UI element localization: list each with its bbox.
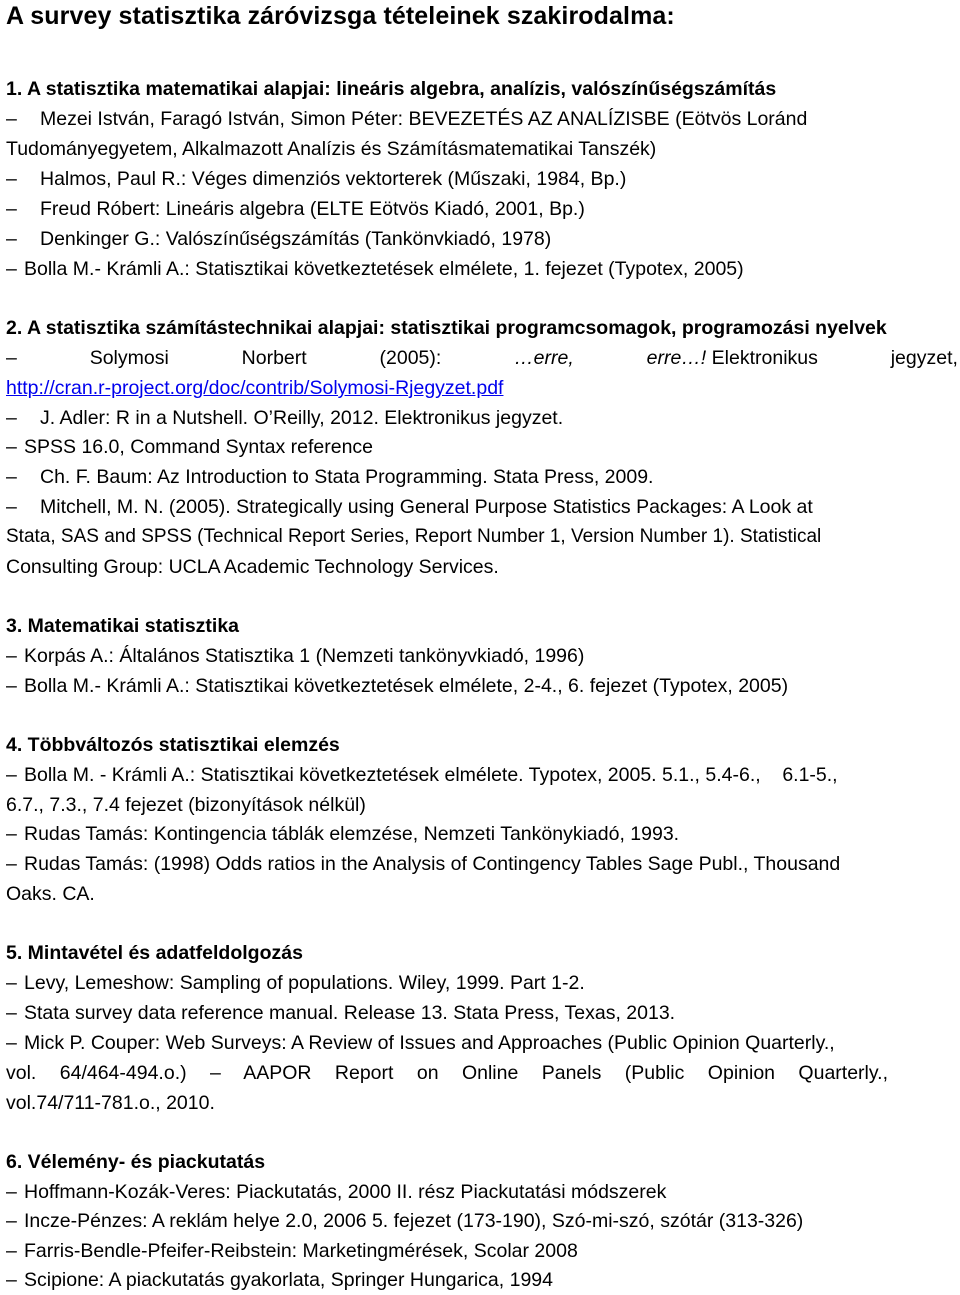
reference-line: – Freud Róbert: Lineáris algebra (ELTE Eötvös Kiadó, 2001, Bp.) bbox=[6, 198, 585, 220]
section-1-heading: 1. A statisztika matematikai alapjai: lineáris algebra, analízis, valószínűségszámítás bbox=[6, 78, 777, 100]
reference-line: – Denkinger G.: Valószínűségszámítás (Tankönvkiadó, 1978) bbox=[6, 228, 552, 250]
reference-line: – Halmos, Paul R.: Véges dimenziós vektorterek (Műszaki, 1984, Bp.) bbox=[6, 168, 627, 190]
reference-line: – Bolla M.- Krámli A.: Statisztikai következtetések elmélete, 1. fejezet (Typotex, 2005) bbox=[6, 258, 744, 280]
pdf-link[interactable]: http://cran.r-project.org/doc/contrib/Solymosi-Rjegyzet.pdf bbox=[6, 377, 504, 399]
reference-line: Tudományegyetem, Alkalmazott Analízis és Számításmatematikai Tanszék) bbox=[6, 138, 657, 160]
reference-line: Oaks. CA. bbox=[6, 883, 95, 905]
section-4-heading: 4. Többváltozós statisztikai elemzés bbox=[6, 734, 340, 756]
reference-line: – Bolla M.- Krámli A.: Statisztikai következtetések elmélete, 2-4., 6. fejezet (Typotex, 2005) bbox=[6, 675, 789, 697]
reference-line: – Bolla M. - Krámli A.: Statisztikai következtetések elmélete. Typotex, 2005. 5.1., 5.4-6., 6.1-5., bbox=[6, 764, 838, 786]
section-2-heading: 2. A statisztika számítástechnikai alapjai: statisztikai programcsomagok, programozási nyelvek bbox=[6, 317, 887, 339]
reference-line: – Stata survey data reference manual. Release 13. Stata Press, Texas, 2013. bbox=[6, 1002, 676, 1024]
reference-line: – Mezei István, Faragó István, Simon Péter: BEVEZETÉS AZ ANALÍZISBE (Eötvös Loránd bbox=[6, 108, 808, 130]
reference-line: – Farris-Bendle-Pfeifer-Reibstein: Marketingmérések, Scolar 2008 bbox=[6, 1240, 578, 1262]
reference-line: vol.74/711-781.o., 2010. bbox=[6, 1092, 215, 1114]
section-5-heading: 5. Mintavétel és adatfeldolgozás bbox=[6, 942, 303, 964]
section-6-heading: 6. Vélemény- és piackutatás bbox=[6, 1151, 266, 1173]
page-title: A survey statisztika záróvizsga tételeinek szakirodalma: bbox=[6, 2, 675, 30]
reference-line: – Hoffmann-Kozák-Veres: Piackutatás, 2000 II. rész Piackutatási módszerek bbox=[6, 1181, 667, 1203]
reference-line: – Korpás A.: Általános Statisztika 1 (Nemzeti tankönyvkiadó, 1996) bbox=[6, 645, 585, 667]
reference-line: Consulting Group: UCLA Academic Technology Services. bbox=[6, 556, 499, 578]
reference-line: vol. 64/464-494.o.) – AAPOR Report on Online Panels (Public Opinion Quarterly., bbox=[6, 1062, 889, 1084]
reference-line: – Mick P. Couper: Web Surveys: A Review of Issues and Approaches (Public Opinion Quarterly., bbox=[6, 1032, 835, 1054]
section-3-heading: 3. Matematikai statisztika bbox=[6, 615, 240, 637]
reference-line: 6.7., 7.3., 7.4 fejezet (bizonyítások nélkül) bbox=[6, 794, 366, 816]
reference-line: – Ch. F. Baum: Az Introduction to Stata Programming. Stata Press, 2009. bbox=[6, 466, 654, 488]
reference-line: – Incze-Pénzes: A reklám helye 2.0, 2006 5. fejezet (173-190), Szó-mi-szó, szótár (313-326) bbox=[6, 1210, 804, 1232]
reference-link-line bbox=[6, 375, 958, 401]
reference-line: – Rudas Tamás: (1998) Odds ratios in the Analysis of Contingency Tables Sage Publ., Thousand bbox=[6, 853, 841, 875]
reference-line: – SPSS 16.0, Command Syntax reference bbox=[6, 436, 374, 458]
reference-line: – Scipione: A piackutatás gyakorlata, Springer Hungarica, 1994 bbox=[6, 1269, 553, 1291]
reference-line: – Mitchell, M. N. (2005). Strategically using General Purpose Statistics Packages: A Look at bbox=[6, 496, 813, 518]
reference-line: – Rudas Tamás: Kontingencia táblák elemzése, Nemzeti Tankönykiadó, 1993. bbox=[6, 823, 680, 845]
reference-line: – Levy, Lemeshow: Sampling of populations. Wiley, 1999. Part 1-2. bbox=[6, 972, 585, 994]
reference-line: Stata, SAS and SPSS (Technical Report Series, Report Number 1, Version Number 1). Statistical bbox=[6, 526, 822, 547]
reference-line: – Solymosi Norbert (2005): …erre, erre…! Elektronikus jegyzet, bbox=[6, 347, 958, 369]
reference-line: – J. Adler: R in a Nutshell. O’Reilly, 2012. Elektronikus jegyzet. bbox=[6, 407, 564, 429]
